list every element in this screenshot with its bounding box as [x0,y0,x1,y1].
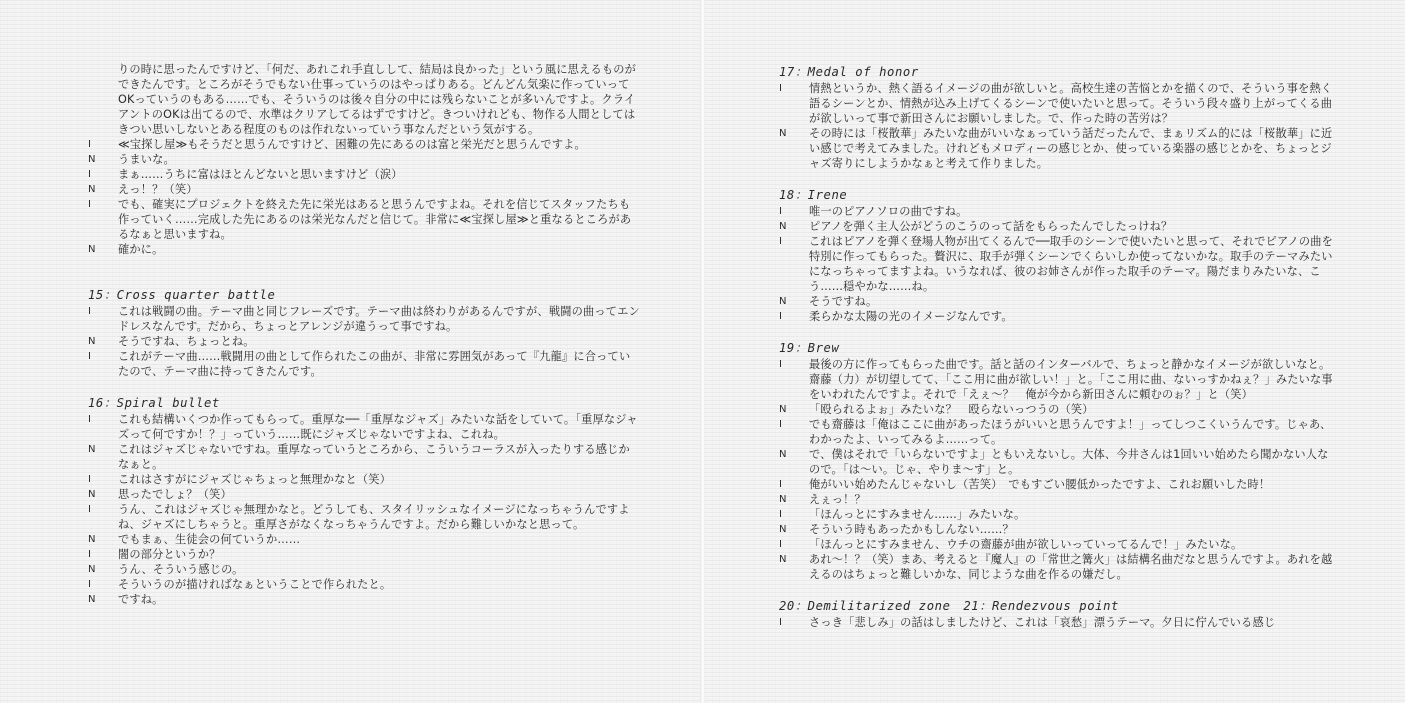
dialogue-block-intro [88,137,640,257]
dialogue-line [779,294,1335,309]
speaker-initial: N [88,336,96,347]
dialogue-line [779,126,1335,171]
dialogue-text: 「ほんっとにすみません……」みたいな。 [809,508,1026,521]
dialogue-text: あれ～！？（笑）まあ、考えると『魔人』の「常世之篝火」は結構名曲だなと思うんですよ。あれを越えるのはちょっと難しいかな、同じような曲を作るの嫌だし。 [809,553,1333,581]
speaker-initial: N [88,564,96,575]
dialogue-line [88,334,640,349]
dialogue-text: でもまぁ、生徒会の何ていうか…… [118,533,301,546]
dialogue-text: で、僕はそれで「いらないですよ」ともいえないし。大体、今井さんは1回いい始めたら聞かない人なので。「は～い。じゃ、やりま～す」と。 [809,448,1329,476]
speaker-initial: N [88,489,96,500]
track-heading-18: 18：Irene [779,188,848,202]
speaker-initial: I [779,509,783,520]
dialogue-text: でも、確実にプロジェクトを終えた先に栄光はあると思うんですよね。それを信じてスタッフたちも作っていく……完成した先にあるのは栄光なんだと信じて。非常に≪宝探し屋≫と重なるところがあるなぁと思いますね。 [118,198,632,241]
track-heading-20-21: 20：Demilitarized zone 21：Rendezvous point [779,599,1119,613]
dialogue-line [779,309,1335,324]
speaker-initial: N [88,154,96,165]
dialogue-text: これはピアノを弾く登場人物が出てくるんで──取手のシーンで使いたいと思って、それでピアノの曲を特別に作ってもらった。贅沢に、取手が弾くシーンでくらいしか使ってないかな。取手のテーマみたいになっちゃってますよね。いうなれば、彼のお姉さんが作った取手のテーマ。陽だまりみたいな、こう……穏やかな……ね。 [809,235,1334,293]
speaker-initial: I [88,199,92,210]
dialogue-text: 闇の部分というか？ [118,548,221,561]
speaker-initial: N [779,554,787,565]
track-heading-16: 16：Spiral bullet [88,396,220,410]
dialogue-line [88,487,640,502]
speaker-initial: I [779,479,783,490]
dialogue-line [779,219,1335,234]
dialogue-line [779,402,1335,417]
paragraph-continuation [88,62,640,137]
dialogue-line [88,304,640,334]
speaker-initial: I [88,139,92,150]
dialogue-line [779,537,1335,552]
dialogue-line [88,547,640,562]
speaker-initial: I [779,236,783,247]
speaker-initial: N [779,221,787,232]
right-column [779,64,1335,630]
dialogue-line [88,152,640,167]
dialogue-text: そうですね。 [809,295,878,308]
speaker-initial: I [88,351,92,362]
speaker-initial: N [779,128,787,139]
dialogue-line [88,577,640,592]
dialogue-text: そういう時もあったかもしんない……？ [809,523,1014,536]
dialogue-line [779,507,1335,522]
dialogue-line [779,417,1335,447]
speaker-initial: N [88,594,96,605]
dialogue-line [88,562,640,577]
dialogue-line [779,522,1335,537]
left-column [88,62,640,607]
dialogue-text: 唯一のピアノソロの曲ですね。 [809,205,968,218]
dialogue-block-16 [88,412,640,607]
dialogue-line [88,197,640,242]
dialogue-text: 柔らかな太陽の光のイメージなんです。 [809,310,1013,323]
dialogue-text: その時には「桜散華」みたいな曲がいいなぁっていう話だったんで、まぁリズム的には「桜散華」に近い感じで考えてみました。けれどもメロディーの感じとか、使っている楽器の感じとかを、ちょっとジャズ寄りにしようかなぁと考えて作りました。 [809,127,1333,170]
speaker-initial: I [779,359,783,370]
dialogue-text: うん、そういう感じの。 [118,563,244,576]
speaker-initial: N [88,244,96,255]
dialogue-text: ピアノを弾く主人公がどうのこうのって話をもらったんでしたっけね？ [809,220,1173,233]
speaker-initial: I [779,311,783,322]
dialogue-text: ですね。 [118,593,164,606]
dialogue-text: これはさすがにジャズじゃちょっと無理かなと（笑） [118,473,392,486]
speaker-initial: I [88,504,92,515]
dialogue-text: これは戦闘の曲。テーマ曲と同じフレーズです。テーマ曲は終わりがあるんですが、戦闘の曲ってエンドレスなんです。だから、ちょっとアレンジが違うって事ですね。 [118,305,640,333]
dialogue-line [88,167,640,182]
speaker-initial: I [88,549,92,560]
speaker-initial: I [88,414,92,425]
dialogue-text: 情熱というか、熱く語るイメージの曲が欲しいと。高校生達の苦悩とかを描くので、そういう事を熱く語るシーンとか、情熱が込み上げてくるシーンで使いたいと思って。そういう段々盛り上がってくる曲が欲しいって事で新田さんにお願いしました。で、作った時の苦労は？ [809,82,1333,125]
speaker-initial: I [88,474,92,485]
dialogue-text: ≪宝探し屋≫もそうだと思うんですけど、困難の先にあるのは富と栄光だと思うんですよ。 [118,138,586,151]
dialogue-text: これも結構いくつか作ってもらって。重厚な──「重厚なジャズ」みたいな話をしていて。「重厚なジャズって何ですか！？」っていう……既にジャズじゃないですよね、これね。 [118,413,638,441]
dialogue-text: これはジャズじゃないですね。重厚なっていうところから、こういうコーラスが入ったりする感じかなぁと。 [118,443,630,471]
speaker-initial: N [779,524,787,535]
speaker-initial: I [779,419,783,430]
dialogue-line [88,532,640,547]
dialogue-line [88,472,640,487]
dialogue-text: うん、これはジャズじゃ無理かなと。どうしても、スタイリッシュなイメージになっちゃうんですよね、ジャズにしちゃうと。重厚さがなくなっちゃうんですよ。だから難しいかなと思って。 [118,503,630,531]
speaker-initial: N [779,449,787,460]
track-heading-19: 19：Brew [779,341,840,355]
dialogue-line [779,447,1335,477]
dialogue-line [779,81,1335,126]
section-gap [779,171,1335,187]
dialogue-text: これがテーマ曲……戦闘用の曲として作られたこの曲が、非常に雰囲気があって『九龍』に合っていたので、テーマ曲に持ってきたんです。 [118,350,631,378]
dialogue-line [779,615,1335,630]
speaker-initial: I [779,83,783,94]
speaker-initial: N [779,296,787,307]
dialogue-text: うまいな。 [118,153,175,166]
dialogue-text: えぇっ！？ [809,493,866,506]
left-page [0,0,702,703]
dialogue-line [779,477,1335,492]
dialogue-line [88,349,640,379]
dialogue-line [779,234,1335,294]
dialogue-block-20 [779,615,1335,630]
speaker-initial: I [88,169,92,180]
speaker-initial: I [88,579,92,590]
section-gap [779,324,1335,340]
dialogue-text: さっき「悲しみ」の話はしましたけど、これは「哀愁」漂うテーマ。夕日に佇んでいる感じ [809,616,1276,629]
continuation-text: りの時に思ったんですけど、「何だ、あれこれ手直しして、結局は良かった」という風に思えるものができたんです。ところがそうでもない仕事っていうのはやっぱりある。どんどん気楽に作っていってOKっていうのもある……でも、そういうのは後々自分の中には残らないことが多いんですよ。クライアントのOKは出てるので、水準はクリアしてるはずですけど。きついけれども、物作る人間としてはきつい思いしないとある程度のものは作れないっていう事なんだという気がする。 [118,63,637,136]
speaker-initial: N [88,444,96,455]
dialogue-block-18 [779,204,1335,324]
track-heading-17: 17：Medal of honor [779,65,919,79]
section-gap [88,257,640,287]
dialogue-line [779,204,1335,219]
dialogue-line [88,412,640,442]
dialogue-block-17 [779,81,1335,171]
dialogue-line [779,357,1335,402]
section-gap [88,379,640,395]
track-heading-15: 15：Cross quarter battle [88,288,276,302]
dialogue-block-19 [779,357,1335,582]
dialogue-text: 俺がいい始めたんじゃないし（苦笑） でもすごい腰低かったですよ、これお願いした時！ [809,478,1271,491]
speaker-initial: N [88,534,96,545]
speaker-initial: I [779,539,783,550]
dialogue-text: 最後の方に作ってもらった曲です。話と話のインターバルで、ちょっと静かなイメージが欲しいなと。齋藤（力）が切望してて、「ここ用に曲が欲しい！」と。「ここ用に曲、ないっすかねぇ？」みたいな事をいわれたんですよ。それで「えぇ～？ 俺が今から新田さんに頼むのぉ？」と（笑） [809,358,1333,401]
dialogue-text: 「ほんっとにすみません、ウチの齋藤が曲が欲しいっていってるんで！」みたいな。 [809,538,1243,551]
dialogue-text: そういうのが描ければなぁということで作られたと。 [118,578,392,591]
dialogue-line [88,592,640,607]
dialogue-text: 思ったでしょ？（笑） [118,488,232,501]
speaker-initial: I [779,617,783,628]
dialogue-line [88,242,640,257]
dialogue-text: 確かに。 [118,243,164,256]
speaker-initial: N [779,494,787,505]
dialogue-text: えっ！？（笑） [118,183,198,196]
dialogue-text: でも齋藤は「俺はここに曲があったほうがいいと思うんですよ！」ってしつこくいうんです。じゃあ、わかったよ、いってみるよ……って。 [809,418,1332,446]
dialogue-line [88,502,640,532]
speaker-initial: I [779,206,783,217]
speaker-initial: N [88,184,96,195]
dialogue-line [88,182,640,197]
dialogue-line [779,492,1335,507]
dialogue-line [88,137,640,152]
speaker-initial: I [88,306,92,317]
dialogue-text: まぁ……うちに富はほとんどないと思いますけど（涙） [118,168,403,181]
dialogue-line [779,552,1335,582]
dialogue-block-15 [88,304,640,379]
dialogue-text: そうですね、ちょっとね。 [118,335,255,348]
speaker-initial: N [779,404,787,415]
dialogue-line [88,442,640,472]
dialogue-text: 「殴られるよぉ」みたいな？ 殴らないっつうの（笑） [809,403,1094,416]
section-gap [779,582,1335,598]
